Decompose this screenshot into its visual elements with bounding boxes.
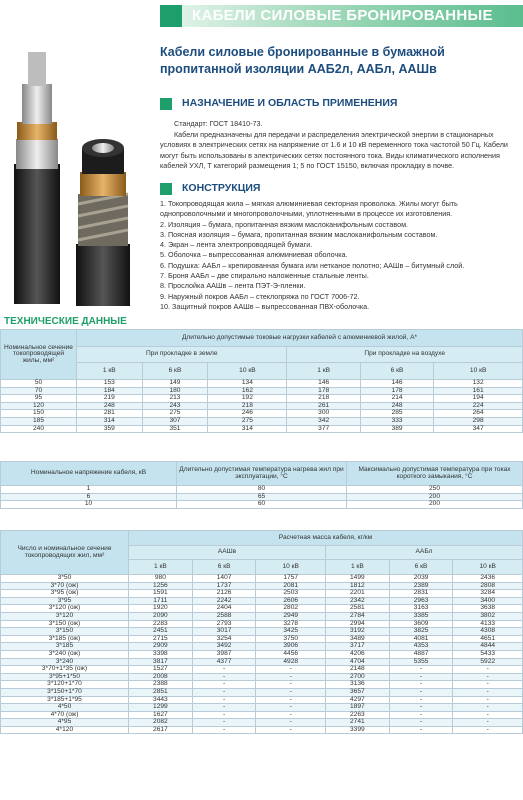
- row-label-cell: 50: [1, 380, 77, 388]
- table-cell: 243: [142, 402, 208, 410]
- table-cell: 3399: [325, 726, 389, 734]
- construction-item: 4. Экран – лента электропроводящей бумаги.: [160, 240, 313, 250]
- table-cell: -: [192, 711, 256, 719]
- purpose-heading-text: НАЗНАЧЕНИЕ И ОБЛАСТЬ ПРИМЕНЕНИЯ: [182, 97, 398, 109]
- ground-header: При прокладке в земле: [77, 346, 287, 363]
- table-cell: 2588: [192, 612, 256, 620]
- table-row: [1, 486, 523, 494]
- table-cell: 4651: [453, 635, 523, 643]
- cable-left-sheath: [14, 164, 60, 304]
- table-cell: -: [192, 688, 256, 696]
- group-aabl-header: ААБл: [325, 545, 522, 560]
- table-cell: 1527: [129, 666, 193, 674]
- table-cell: 60: [177, 501, 347, 509]
- table-row: [1, 688, 523, 696]
- table-cell: 4887: [389, 650, 453, 658]
- row-label-cell: 70: [1, 387, 77, 395]
- table-row: [1, 719, 523, 727]
- table-cell: 2700: [325, 673, 389, 681]
- row-label-cell: 3*50: [1, 575, 129, 583]
- construction-section-heading: [160, 182, 523, 196]
- table-cell: -: [389, 719, 453, 727]
- table-cell: 377: [287, 425, 360, 433]
- table-cell: -: [453, 704, 523, 712]
- table-cell: 4844: [453, 643, 523, 651]
- col-short-circuit-temp-header: Максимально допустимая температура при токах короткого замыкания, °С: [347, 462, 523, 486]
- table-row: [1, 590, 523, 598]
- table-cell: 2909: [129, 643, 193, 651]
- construction-list: [160, 199, 520, 312]
- table-row: [1, 582, 523, 590]
- row-label-cell: 4*70 (ож): [1, 711, 129, 719]
- table-cell: 342: [287, 417, 360, 425]
- table-cell: 146: [287, 380, 360, 388]
- voltage-header: 6 кВ: [142, 363, 208, 380]
- table-cell: 4081: [389, 635, 453, 643]
- construction-item: 7. Броня ААБл – две спирально наложенные стальные ленты.: [160, 271, 369, 281]
- table-row: [1, 575, 523, 583]
- table-cell: -: [192, 726, 256, 734]
- purpose-heading-marker: [160, 98, 172, 110]
- table-cell: 149: [142, 380, 208, 388]
- temperature-table-body: [1, 486, 523, 509]
- row-label-cell: 3*95+1*50: [1, 673, 129, 681]
- table-cell: 3489: [325, 635, 389, 643]
- table-cell: 5922: [453, 658, 523, 666]
- table-row: [1, 402, 523, 410]
- row-label-cell: 4*50: [1, 704, 129, 712]
- table-cell: 80: [177, 486, 347, 494]
- table-cell: 275: [208, 417, 287, 425]
- construction-item: 1. Токопроводящая жила – мягкая алюминиевая секторная проволока. Жилы могут быть однопроволочными и многопроволочными, уплотненными в процессе их изготовления.: [160, 199, 458, 219]
- table-cell: 2581: [325, 605, 389, 613]
- voltage-header: 6 кВ: [360, 363, 433, 380]
- table-cell: 218: [287, 395, 360, 403]
- table-cell: 153: [77, 380, 143, 388]
- table-cell: 2242: [192, 597, 256, 605]
- row-label-cell: 3*120 (ож): [1, 605, 129, 613]
- table-cell: -: [256, 681, 326, 689]
- voltage-header: 6 кВ: [389, 560, 453, 575]
- table-row: [1, 704, 523, 712]
- table-cell: 1757: [256, 575, 326, 583]
- table-cell: 248: [360, 402, 433, 410]
- row-label-cell: 95: [1, 395, 77, 403]
- col-load-header: Длительно допустимые токовые нагрузки кабелей с алюминиевой жилой, А*: [77, 330, 523, 347]
- table-cell: 2741: [325, 719, 389, 727]
- table-cell: 192: [208, 395, 287, 403]
- table-cell: -: [256, 688, 326, 696]
- table-cell: 261: [287, 402, 360, 410]
- table-row: [1, 612, 523, 620]
- cable-right-band: [80, 172, 126, 196]
- table-cell: 1591: [129, 590, 193, 598]
- table-row: [1, 417, 523, 425]
- table-cell: 281: [77, 410, 143, 418]
- table-cell: 248: [77, 402, 143, 410]
- table-row: [1, 696, 523, 704]
- table-cell: 275: [142, 410, 208, 418]
- table-row: [1, 650, 523, 658]
- table-cell: 351: [142, 425, 208, 433]
- row-label-cell: 3*185 (ож): [1, 635, 129, 643]
- table-cell: -: [453, 696, 523, 704]
- table-cell: -: [389, 681, 453, 689]
- table-cell: 178: [360, 387, 433, 395]
- construction-item: 9. Наружный покров ААБл – стеклопряжа по ГОСТ 7006-72.: [160, 291, 360, 301]
- row-label-cell: 4*95: [1, 719, 129, 727]
- table-cell: 314: [208, 425, 287, 433]
- row-label-cell: 150: [1, 410, 77, 418]
- cable-left-armor: [16, 139, 58, 169]
- table-cell: 980: [129, 575, 193, 583]
- construction-item: 10. Защитный покров ААШв – выпрессованная ПВХ-оболочка.: [160, 301, 370, 311]
- table-row: [1, 605, 523, 613]
- table-cell: 2851: [129, 688, 193, 696]
- row-label-cell: 3*240 (ож): [1, 650, 129, 658]
- table-cell: 2008: [129, 673, 193, 681]
- table-cell: -: [192, 719, 256, 727]
- construction-item: 5. Оболочка – выпрессованная алюминиевая оболочка.: [160, 250, 348, 260]
- table-cell: 2994: [325, 620, 389, 628]
- main-title: Кабели силовые бронированные в бумажной пропитанной изоляции ААБ2л, ААБл, ААШв: [160, 45, 445, 76]
- table-cell: 2148: [325, 666, 389, 674]
- table-cell: -: [389, 704, 453, 712]
- table-cell: 3278: [256, 620, 326, 628]
- table-cell: 4704: [325, 658, 389, 666]
- table-cell: 3906: [256, 643, 326, 651]
- table-cell: 3657: [325, 688, 389, 696]
- table-cell: 314: [77, 417, 143, 425]
- table-cell: 2606: [256, 597, 326, 605]
- table-cell: -: [453, 711, 523, 719]
- row-label-cell: 3*240: [1, 658, 129, 666]
- table-cell: -: [389, 688, 453, 696]
- table-cell: 2283: [129, 620, 193, 628]
- row-label-cell: 3*120+1*70: [1, 681, 129, 689]
- current-load-table: [0, 329, 523, 433]
- row-label-cell: 120: [1, 402, 77, 410]
- construction-heading-marker: [160, 183, 172, 195]
- title-banner: [160, 5, 523, 27]
- voltage-header: 10 кВ: [208, 363, 287, 380]
- table-cell: 4308: [453, 628, 523, 636]
- table-cell: -: [453, 666, 523, 674]
- col-voltage-header: Номинальное напряжение кабеля, кВ: [1, 462, 177, 486]
- table-row: [1, 635, 523, 643]
- table-cell: 214: [360, 395, 433, 403]
- table-cell: 3398: [129, 650, 193, 658]
- table-cell: 1407: [192, 575, 256, 583]
- table-cell: 2617: [129, 726, 193, 734]
- purpose-text: Кабели предназначены для передачи и распределения электрической энергии в стационарных условиях в электрических сетях на напряжение от 1.6 и 10 кВ переменного тока частотой 50 Гц. Кабели могут быть использованы в электрических сетях постоянного тока. Виды климатического исполнения кабелей УХЛ, Т категорий размещения 1; 5 по ГОСТ 15150, включая прокладку в почве.: [160, 129, 508, 170]
- cable-right-sheath: [76, 244, 130, 306]
- row-label-cell: 3*70 (ож): [1, 582, 129, 590]
- table-cell: 307: [142, 417, 208, 425]
- table-cell: 2090: [129, 612, 193, 620]
- table-row: [1, 425, 523, 433]
- voltage-header: 10 кВ: [434, 363, 523, 380]
- table-cell: -: [192, 666, 256, 674]
- table-cell: -: [453, 719, 523, 727]
- table-cell: 2451: [129, 628, 193, 636]
- cable-mass-table-body: [1, 575, 523, 734]
- table-cell: 162: [208, 387, 287, 395]
- row-label-cell: 3*150 (ож): [1, 620, 129, 628]
- table-cell: 2963: [389, 597, 453, 605]
- table-cell: 219: [77, 395, 143, 403]
- table-cell: -: [256, 719, 326, 727]
- row-label-cell: 10: [1, 501, 177, 509]
- table-row: [1, 387, 523, 395]
- table-cell: 3385: [389, 612, 453, 620]
- table-cell: -: [453, 726, 523, 734]
- cable-product-image: [2, 44, 150, 308]
- row-label-cell: 3*95: [1, 597, 129, 605]
- col-section-header: Число и номинальное сечение токопроводящих жил, мм²: [1, 531, 129, 575]
- purpose-paragraph: [160, 119, 520, 172]
- table-cell: 1737: [192, 582, 256, 590]
- purpose-standard: Стандарт: ГОСТ 18410-73.: [174, 119, 263, 128]
- table-cell: 146: [360, 380, 433, 388]
- table-cell: 224: [434, 402, 523, 410]
- table-cell: 134: [208, 380, 287, 388]
- table-cell: 2503: [256, 590, 326, 598]
- table-cell: 3750: [256, 635, 326, 643]
- table-cell: 333: [360, 417, 433, 425]
- row-label-cell: 3*70+1*35 (ож): [1, 666, 129, 674]
- table-cell: -: [192, 704, 256, 712]
- table-row: [1, 380, 523, 388]
- table-cell: 218: [208, 402, 287, 410]
- table-cell: 2715: [129, 635, 193, 643]
- temperature-table: [0, 461, 523, 509]
- table-cell: -: [453, 673, 523, 681]
- table-cell: 1299: [129, 704, 193, 712]
- table-cell: 3254: [192, 635, 256, 643]
- row-label-cell: 4*120: [1, 726, 129, 734]
- row-label-cell: 3*150: [1, 628, 129, 636]
- table-cell: 2126: [192, 590, 256, 598]
- tech-data-title: ТЕХНИЧЕСКИЕ ДАННЫЕ: [4, 316, 127, 327]
- row-label-cell: 1: [1, 486, 177, 494]
- row-label-cell: 6: [1, 493, 177, 501]
- table-cell: 2081: [256, 582, 326, 590]
- table-cell: -: [256, 711, 326, 719]
- table-cell: 4456: [256, 650, 326, 658]
- table-cell: -: [389, 673, 453, 681]
- table-cell: 65: [177, 493, 347, 501]
- col-mass-header: Расчетная масса кабеля, кг/км: [129, 531, 523, 546]
- table-cell: 2263: [325, 711, 389, 719]
- table-cell: 3987: [192, 650, 256, 658]
- table-cell: 2949: [256, 612, 326, 620]
- table-cell: 389: [360, 425, 433, 433]
- row-label-cell: 3*95 (ож): [1, 590, 129, 598]
- table-cell: 1812: [325, 582, 389, 590]
- table-cell: 2201: [325, 590, 389, 598]
- row-label-cell: 3*185+1*95: [1, 696, 129, 704]
- table-cell: 5433: [453, 650, 523, 658]
- voltage-header: 6 кВ: [192, 560, 256, 575]
- current-load-table-body: [1, 380, 523, 433]
- table-cell: 300: [287, 410, 360, 418]
- table-cell: 1897: [325, 704, 389, 712]
- table-cell: 2389: [389, 582, 453, 590]
- group-aashv-header: ААШв: [129, 545, 326, 560]
- table-cell: -: [389, 696, 453, 704]
- table-cell: 5355: [389, 658, 453, 666]
- table-cell: 3717: [325, 643, 389, 651]
- table-cell: 264: [434, 410, 523, 418]
- construction-item: 8. Прослойка ААШв – лента ПЭТ-Э-пленки.: [160, 281, 306, 291]
- table-cell: 3192: [325, 628, 389, 636]
- table-cell: 194: [434, 395, 523, 403]
- air-header: При прокладке на воздухе: [287, 346, 523, 363]
- cable-left-band: [17, 122, 57, 140]
- construction-heading-text: КОНСТРУКЦИЯ: [182, 182, 261, 194]
- table-cell: -: [453, 681, 523, 689]
- table-cell: 1920: [129, 605, 193, 613]
- table-cell: 285: [360, 410, 433, 418]
- table-cell: -: [256, 666, 326, 674]
- cable-left-core: [22, 84, 52, 124]
- table-cell: 3163: [389, 605, 453, 613]
- table-cell: 180: [142, 387, 208, 395]
- row-label-cell: 3*120: [1, 612, 129, 620]
- voltage-header: 1 кВ: [287, 363, 360, 380]
- table-cell: -: [256, 673, 326, 681]
- row-label-cell: 3*150+1*70: [1, 688, 129, 696]
- construction-item: 2. Изоляция – бумага, пропитанная вязким маслоканифольным составом.: [160, 219, 409, 229]
- table-cell: 2784: [325, 612, 389, 620]
- table-cell: 298: [434, 417, 523, 425]
- table-cell: 3017: [192, 628, 256, 636]
- table-cell: 4206: [325, 650, 389, 658]
- table-cell: 2039: [389, 575, 453, 583]
- table-cell: 161: [434, 387, 523, 395]
- table-cell: 200: [347, 493, 523, 501]
- row-label-cell: 3*185: [1, 643, 129, 651]
- table-cell: -: [389, 666, 453, 674]
- table-cell: 1256: [129, 582, 193, 590]
- table-row: [1, 395, 523, 403]
- table-cell: 200: [347, 501, 523, 509]
- table-cell: 2831: [389, 590, 453, 598]
- table-cell: 250: [347, 486, 523, 494]
- table-cell: 2436: [453, 575, 523, 583]
- table-cell: 3492: [192, 643, 256, 651]
- table-cell: -: [453, 688, 523, 696]
- table-cell: 4353: [389, 643, 453, 651]
- col-section-header: Номинальное сечение токопроводящей жилы, мм²: [1, 330, 77, 380]
- table-cell: 4133: [453, 620, 523, 628]
- table-cell: -: [256, 726, 326, 734]
- table-cell: 2388: [129, 681, 193, 689]
- cable-left-tip: [28, 52, 46, 86]
- table-cell: 3284: [453, 590, 523, 598]
- table-cell: 132: [434, 380, 523, 388]
- table-cell: -: [192, 673, 256, 681]
- table-cell: 3400: [453, 597, 523, 605]
- table-cell: 178: [287, 387, 360, 395]
- table-cell: 4377: [192, 658, 256, 666]
- table-cell: 2802: [256, 605, 326, 613]
- construction-item: 6. Подушка: ААБл – крепированная бумага или нетканое полотно; ААШв – битумный слой.: [160, 260, 465, 270]
- cable-right-core-end: [92, 143, 114, 153]
- table-cell: 3802: [453, 612, 523, 620]
- table-cell: 2808: [453, 582, 523, 590]
- table-cell: 1711: [129, 597, 193, 605]
- banner-accent-square: [160, 5, 182, 27]
- table-cell: -: [256, 704, 326, 712]
- table-cell: 213: [142, 395, 208, 403]
- table-cell: 2404: [192, 605, 256, 613]
- table-cell: 2082: [129, 719, 193, 727]
- voltage-header: 1 кВ: [129, 560, 193, 575]
- purpose-section-heading: [160, 97, 523, 111]
- table-row: [1, 711, 523, 719]
- table-cell: 3817: [129, 658, 193, 666]
- table-cell: 3425: [256, 628, 326, 636]
- table-cell: 4297: [325, 696, 389, 704]
- table-cell: 359: [77, 425, 143, 433]
- table-cell: 3825: [389, 628, 453, 636]
- voltage-header: 1 кВ: [325, 560, 389, 575]
- table-row: [1, 620, 523, 628]
- voltage-header: 1 кВ: [77, 363, 143, 380]
- table-row: [1, 501, 523, 509]
- voltage-header: 10 кВ: [256, 560, 326, 575]
- voltage-header: 10 кВ: [453, 560, 523, 575]
- table-cell: 3136: [325, 681, 389, 689]
- table-cell: 347: [434, 425, 523, 433]
- table-cell: 184: [77, 387, 143, 395]
- table-cell: -: [256, 696, 326, 704]
- table-cell: 4928: [256, 658, 326, 666]
- table-cell: -: [192, 696, 256, 704]
- table-cell: 246: [208, 410, 287, 418]
- table-cell: 1627: [129, 711, 193, 719]
- table-cell: -: [192, 681, 256, 689]
- banner-title: КАБЕЛИ СИЛОВЫЕ БРОНИРОВАННЫЕ: [192, 7, 493, 24]
- table-row: [1, 410, 523, 418]
- construction-item: 3. Поясная изоляция – бумага, пропитанная вязким маслоканифольным составом.: [160, 229, 438, 239]
- table-cell: 2793: [192, 620, 256, 628]
- table-cell: -: [389, 711, 453, 719]
- table-cell: 3443: [129, 696, 193, 704]
- row-label-cell: 240: [1, 425, 77, 433]
- col-operating-temp-header: Длительно допустимая температура нагрева жил при эксплуатации, °С: [177, 462, 347, 486]
- table-cell: -: [389, 726, 453, 734]
- table-cell: 1499: [325, 575, 389, 583]
- table-cell: 3609: [389, 620, 453, 628]
- table-cell: 3638: [453, 605, 523, 613]
- cable-mass-table: [0, 530, 523, 734]
- table-cell: 2342: [325, 597, 389, 605]
- table-row: [1, 726, 523, 734]
- row-label-cell: 185: [1, 417, 77, 425]
